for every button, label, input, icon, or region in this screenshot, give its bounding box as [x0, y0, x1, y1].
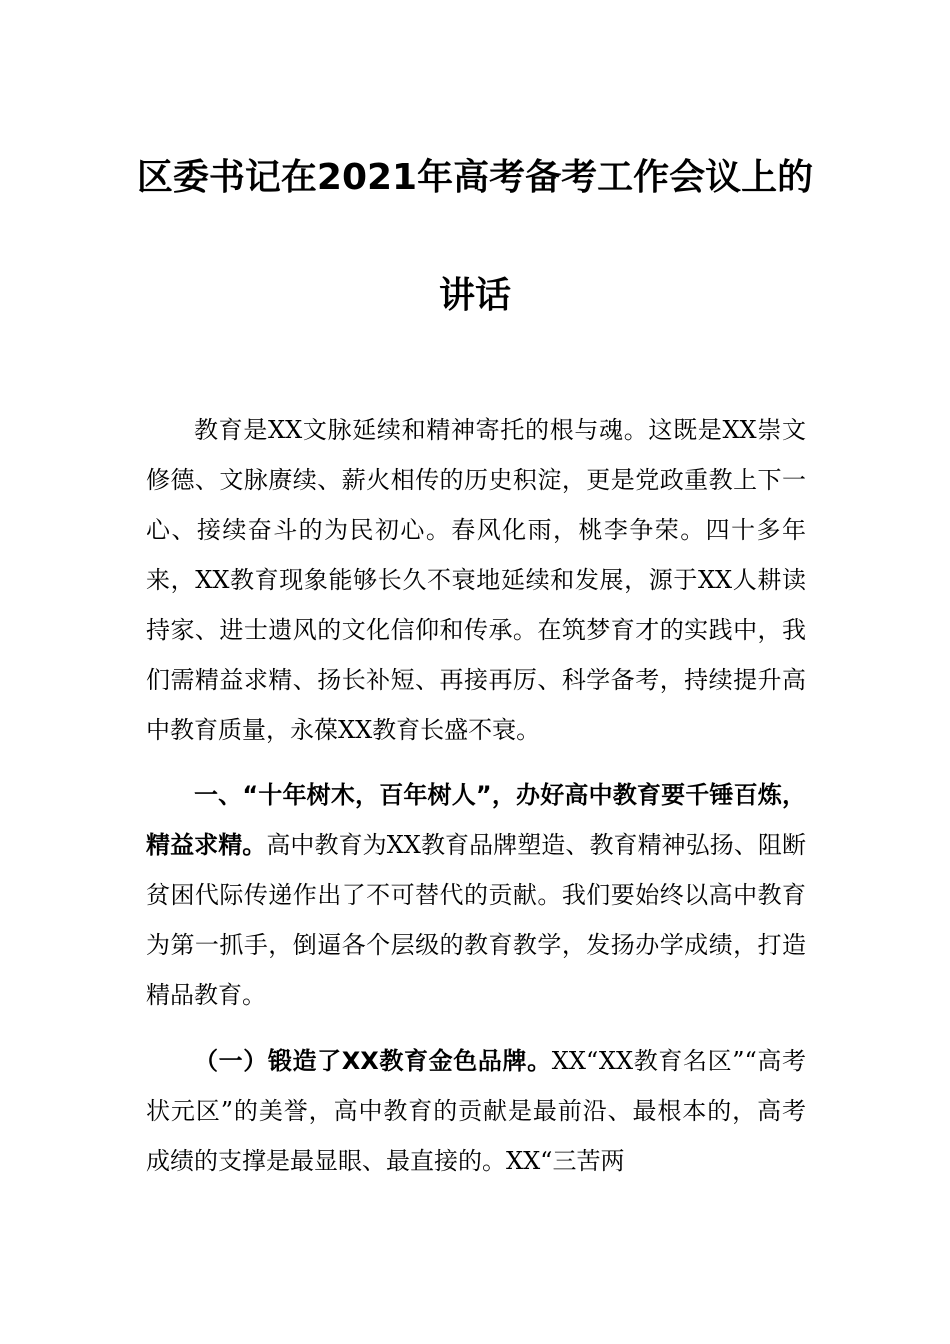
document-title-line-1: 区委书记在2021年高考备考工作会议上的 — [136, 157, 814, 198]
section-1-text: 高中教育为XX教育品牌塑造、教育精神弘扬、阻断贫困代际传递作出了不可替代的贡献。我们要始终以高中教育为第一抓手，倒逼各个层级的教育教学，发扬办学成绩，打造精品教育。 — [146, 831, 807, 1009]
paragraph-intro-text: 教育是XX文脉延续和精神寄托的根与魂。这既是XX崇文修德、文脉赓续、薪火相传的历史积淀，更是党政重教上下一心、接续奋斗的为民初心。春风化雨，桃李争荣。四十多年来，XX教育现象能够长久不衰地延续和发展，源于XX人耕读持家、进士遗风的文化信仰和传承。在筑梦育才的实践中，我们需精益求精、扬长补短、再接再厉、科学备考，持续提升高中教育质量，永葆XX教育长盛不衰。 — [146, 416, 806, 744]
paragraph-intro — [146, 405, 806, 755]
subsection-1-heading: （一）锻造了XX教育金色品牌。 — [194, 1047, 552, 1075]
paragraph-subsection-1 — [146, 1036, 806, 1186]
section-1-heading: 一、“十年树木，百年树人”，办好高中教育要千锤百炼，精益求精。 — [146, 781, 806, 859]
subsection-1-text: XX“XX教育名区”“高考状元区”的美誉，高中教育的贡献是最前沿、最根本的，高考成绩的支撑是最显眼、最直接的。XX“三苦两 — [146, 1047, 806, 1175]
document-body — [146, 405, 806, 1186]
paragraph-section-1 — [146, 770, 806, 1020]
document-title-line-2: 讲话 — [438, 275, 511, 316]
